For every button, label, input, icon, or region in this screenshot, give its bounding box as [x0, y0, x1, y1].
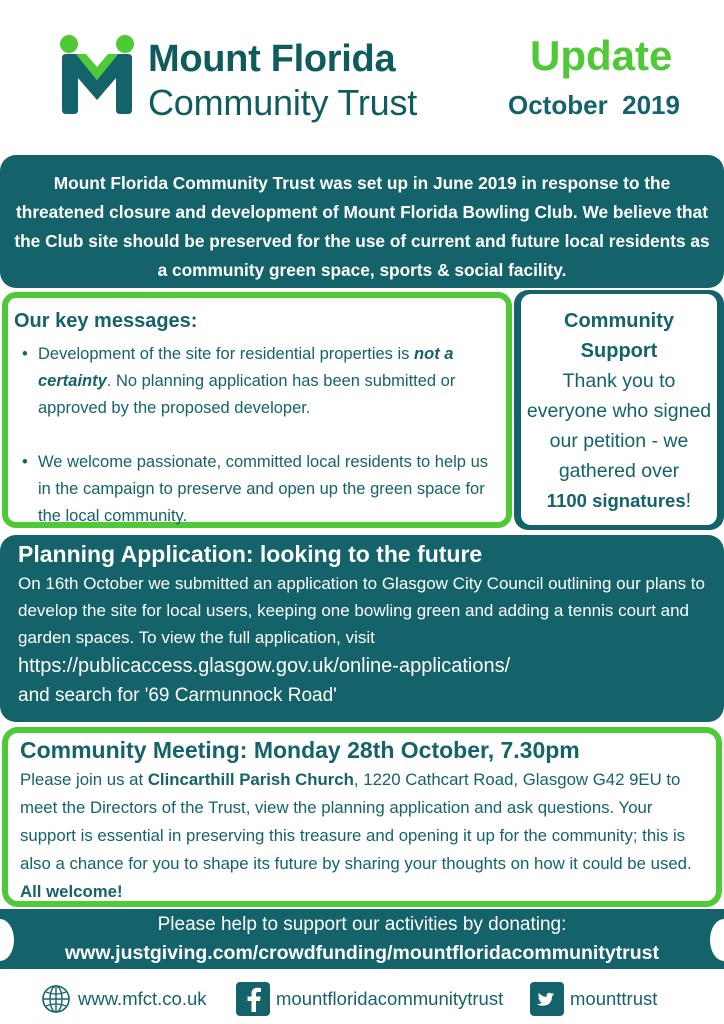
intro-text: Mount Florida Community Trust was set up in June 2019 in response to the threatened closure and development of Mount Florida Bowling Club. We believe that the Club site should be preserved for the use of current and future local residents as a community green space, sports & social facility. [14, 173, 710, 280]
meeting-title: Community Meeting: Monday 28th October, 7.30pm [20, 737, 580, 763]
intro-panel [0, 155, 724, 288]
donate-band [0, 909, 724, 969]
meeting-venue: Clincarthill Parish Church [147, 770, 354, 789]
planning-search-text: and search for '69 Carmunnock Road' [18, 685, 337, 706]
signature-exclaim: ! [685, 490, 692, 512]
donate-text: Please help to support our activities by donating: [157, 914, 567, 935]
key-messages-list [14, 341, 500, 530]
bullet-icon: • [22, 453, 28, 471]
list-item [14, 449, 500, 530]
bullet-icon: • [22, 345, 28, 363]
key-message-1-emphasis: not a certainty [38, 345, 454, 390]
planning-url-link[interactable]: https://publicaccess.glasgow.gov.uk/online-applications/ [18, 655, 511, 677]
key-messages-panel [2, 292, 512, 528]
key-message-1-text-end: . No planning application has been submitted or approved by the proposed developer. [38, 372, 456, 417]
meeting-panel [2, 727, 722, 907]
website-link[interactable] [40, 982, 207, 1016]
community-support-text: Thank you to everyone who signed our petition - we gathered over [526, 370, 712, 482]
community-support-title-2: Support [580, 340, 658, 362]
twitter-icon [530, 982, 564, 1016]
org-name-line2: Community Trust [148, 82, 418, 123]
community-support-panel [514, 290, 724, 530]
facebook-link[interactable] [236, 982, 503, 1016]
all-welcome: All welcome! [20, 882, 123, 901]
twitter-text: mounttrust [570, 988, 658, 1009]
website-text: www.mfct.co.uk [78, 988, 207, 1009]
org-name-line1: Mount Florida [148, 38, 396, 80]
logo-mark-icon [58, 34, 136, 114]
key-messages-title: Our key messages: [14, 310, 198, 332]
facebook-text: mountfloridacommunitytrust [276, 988, 504, 1009]
planning-body: On 16th October we submitted an application to Glasgow City Council outlining our plans to develop the site for local users, keeping one bowling green and adding a tennis court and garden spaces. To view the full application, visit [18, 574, 705, 647]
footer [0, 972, 724, 1024]
twitter-link[interactable] [530, 982, 657, 1016]
meeting-body-start: Please join us at [20, 770, 148, 789]
list-item [14, 341, 500, 422]
community-support-title-1: Community [564, 310, 674, 332]
key-message-1-text: Development of the site for residential properties is [38, 345, 415, 363]
donate-url-link[interactable]: www.justgiving.com/crowdfunding/mountfloridacommunitytrust [64, 942, 660, 964]
header [0, 0, 724, 150]
update-date: October 2019 [508, 90, 680, 120]
meeting-body [20, 766, 704, 906]
globe-icon [40, 983, 72, 1015]
planning-title: Planning Application: looking to the future [18, 541, 483, 567]
signature-count: 1100 signatures [546, 490, 686, 511]
meeting-body-end: , 1220 Cathcart Road, Glasgow G42 9EU to meet the Directors of the Trust, view the planning application and ask questions. Your support is essential in preserving this treasure and opening it up for the community; this is also a chance for you to shape its future by sharing your thoughts on how it could be used. [20, 770, 692, 873]
update-title: Update [530, 32, 673, 79]
facebook-icon [236, 982, 270, 1016]
community-support-card [521, 294, 717, 525]
planning-panel [0, 535, 724, 722]
key-message-2-text: We welcome passionate, committed local residents to help us in the campaign to preserve and open up the green space for the local community. [38, 453, 488, 525]
